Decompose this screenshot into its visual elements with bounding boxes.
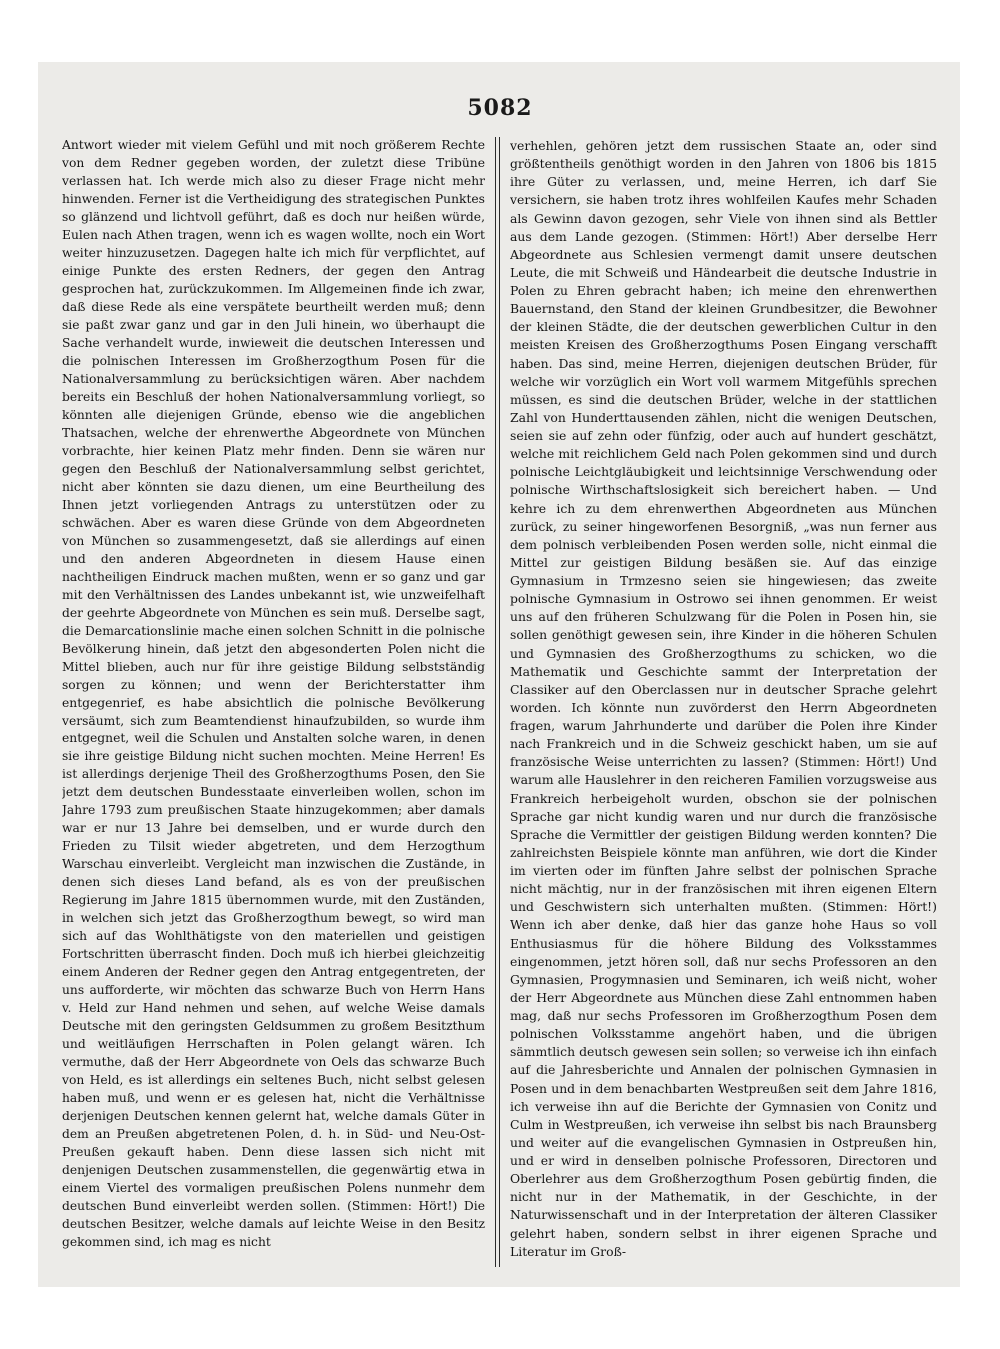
column-divider-left-rule [495,137,496,1267]
left-column-text: Antwort wieder mit vielem Gefühl und mit noch größerem Rechte von dem Redner gegeben worden, der zuletzt diese Tribüne verlassen hat. Ich werde mich also zu dieser Frage nicht mehr hinwenden. Ferner ist die Vertheidigung des strategischen Punktes so glänzend und lichtvoll geführt, daß es doch nur heißen würde, Eulen nach Athen tragen, wenn ich es wagen wollte, noch ein Wort weiter hinzuzusetzen. Dagegen halte ich mich für verpflichtet, auf einige Punkte des ersten Redners, der gegen den Antrag gesprochen hat, zurückzukommen. Im Allgemeinen finde ich zwar, daß diese Rede als eine verspätete beurtheilt werden muß; denn sie paßt zwar ganz und gar in den Juli hinein, wo überhaupt die Sache verhandelt wurde, inwieweit die deutschen Interessen und die polnischen Interessen im Großherzogthum Posen für die Nationalversammlung zu berücksichtigen wären. Aber nachdem bereits ein Beschluß der hohen Nationalversammlung vorliegt, so könnten alle diejenigen Gründe, ebenso wie die angeblichen Thatsachen, welche der ehrenwerthe Abgeordnete von München vorbrachte, hier keinen Platz mehr finden. Denn sie wären nur gegen den Beschluß der Nationalversammlung selbst gerichtet, nicht aber könnten sie dazu dienen, um eine Beurtheilung des Ihnen jetzt vorliegenden Antrags zu unterstützen oder zu schwächen. Aber es waren diese Gründe von dem Abgeordneten von München so zusammengesetzt, daß sie allerdings auf einen und den anderen Abgeordneten in diesem Hause einen nachtheiligen Eindruck machen mußten, wenn er so ganz und gar mit den Verhältnissen des Landes unbekannt ist, wie unzweifelhaft der geehrte Abgeordnete von München es sein muß. Derselbe sagt, die Demarcationslinie mache einen solchen Schnitt in die polnische Bevölkerung hinein, daß jetzt den abgesonderten Polen nicht die Mittel blieben, auch nur für ihre geistige Bildung selbstständig sorgen zu können; und wenn der Berichterstatter ihm entgegenrief, es habe absichtlich die polnische Bevölkerung versäumt, sich zum Beamtendienst hinaufzubilden, so wurde ihm entgegnet, weil die Schulen und Anstalten solche waren, in denen sie ihre geistige Bildung nicht suchen mochten. Meine Herren! Es ist allerdings derjenige Theil des Großherzogthums Posen, den Sie jetzt dem deutschen Bundesstaate einverleiben wollen, schon im Jahre 1793 zum preußischen Staate hinzugekommen; aber damals war er nur 13 Jahre bei demselben, und er wurde durch den Frieden zu Tilsit wieder abgetreten, und dem Herzogthum Warschau einverleibt. Vergleicht man inzwischen die Zustände, in denen sich dieses Land befand, als es von der preußischen Regierung im Jahre 1815 übernommen wurde, mit den Zuständen, in welchen sich jetzt das Großherzogthum bewegt, so wird man sich auf das Wohlthätigste von den materiellen und geistigen Fortschritten überrascht finden. Doch muß ich hierbei gleichzeitig einem Anderen der Redner gegen den Antrag entgegentreten, der uns aufforderte, wir möchten das schwarze Buch von Herrn Hans v. Held zur Hand nehmen und sehen, auf welche Weise damals Deutsche mit den geringsten Geldsummen zu großem Besitzthum und weitläufigen Herrschaften in Polen gelangt wären. Ich vermuthe, daß der Herr Abgeordnete von Oels das schwarze Buch von Held, es ist allerdings ein seltenes Buch, nicht selbst gelesen haben muß, und wenn er es gelesen hat, nicht die Verhältnisse derjenigen Deutschen kennen gelernt hat, welche damals Güter in dem an Preußen abgetretenen Polen, d. h. in Süd- und Neu-Ost-Preußen gekauft haben. Denn diese lassen sich nicht mit denjenigen Deutschen zusammenstellen, die gegenwärtig etwa in einem Viertel des vormaligen preußischen Polens nunmehr dem deutschen Bund einverleibt werden sollen. (Stimmen: Hört!) Die deutschen Besitzer, welche damals auf leichte Weise in den Besitz gekommen sind, ich mag es nicht [62,138,485,1250]
right-column-text: verhehlen, gehören jetzt dem russischen Staate an, oder sind größtentheils genöthigt worden in den Jahren von 1806 bis 1815 ihre Güter zu verlassen, und, meine Herren, ich darf Sie versichern, sie haben trotz ihres wohlfeilen Kaufes mehr Schaden als Gewinn davon gezogen, sehr Viele von ihnen sind als Bettler aus dem Lande gezogen. (Stimmen: Hört!) Aber derselbe Herr Abgeordnete aus Schlesien vermengt damit unsere deutschen Leute, die mit Schweiß und Händearbeit die deutsche Industrie in Polen zu Ehren gebracht haben; ich meine den ehrenwerthen Bauernstand, den Stand der kleinen Grundbesitzer, die Bewohner der kleinen Städte, die der deutschen gewerblichen Cultur in den meisten Kreisen des Großherzogthums Posen Eingang verschafft haben. Das sind, meine Herren, diejenigen deutschen Brüder, für welche wir vorzüglich ein Wort voll warmem Mitgefühls sprechen müssen, es sind die deutschen Brüder, welche in der stattlichen Zahl von Hunderttausenden zählen, nicht die wenigen Deutschen, seien sie auf zehn oder fünfzig, oder auch auf hundert geschätzt, welche mit reichlichem Geld nach Polen gekommen sind und durch polnische Leichtgläubigkeit und leichtsinnige Verschwendung oder polnische Wirthschaftslosigkeit sich bereichert haben. — Und kehre ich zu dem ehrenwerthen Abgeordneten aus München zurück, zu seiner hingeworfenen Besorgniß, „was nun ferner aus dem polnisch verbleibenden Posen werden solle, nicht einmal die Mittel zur geistigen Bildung besäßen sie. Auf das einzige Gymnasium in Trmzesno seien sie hingewiesen; das zweite polnische Gymnasium in Ostrowo sei ihnen genommen. Er weist uns auf den früheren Schulzwang für die Polen in Posen hin, sie sollen genöthigt gewesen sein, ihre Kinder in die höheren Schulen und Gymnasien des Großherzogthums zu schicken, wo die Mathematik und Geschichte sammt der Interpretation der Classiker auf den Oberclassen nur in deutscher Sprache gelehrt worden. Ich könnte nun zuvörderst den Herrn Abgeordneten fragen, warum Jahrhunderte und darüber die Polen ihre Kinder nach Frankreich und in die Schweiz geschickt haben, um sie auf französische Weise unterrichten zu lassen? (Stimmen: Hört!) Und warum alle Hauslehrer in den reicheren Familien vorzugsweise aus Frankreich herbeigeholt wurden, obschon sie der polnischen Sprache gar nicht kundig waren und nur durch die französische Sprache die Vermittler der geistigen Bildung werden konnten? Die zahlreichsten Beispiele könnte man anführen, wie dort die Kinder im vierten oder im fünften Jahre selbst der polnischen Sprache nicht mächtig, nur in der französischen mit ihren eigenen Eltern und Geschwistern sich unterhalten mußten. (Stimmen: Hört!) Wenn ich aber denke, daß hier das ganze hohe Haus so voll Enthusiasmus für die höhere Bildung des Volksstammes eingenommen, jetzt hören soll, daß nur sechs Professoren an den Gymnasien, Progymnasien und Seminaren, ich weiß nicht, woher der Herr Abgeordnete aus München diese Zahl entnommen haben mag, daß nur sechs Professoren im Großherzogthum Posen dem polnischen Volksstamme angehört haben, und die übrigen sämmtlich deutsch gewesen sein sollen; so verweise ich ihn einfach auf die Jahresberichte und Annalen der polnischen Gymnasien in Posen und in dem benachbarten Westpreußen seit dem Jahre 1816, ich verweise ihn auf die Berichte der Gymnasien von Conitz und Culm in Westpreußen, ich verweise ihn selbst bis nach Braunsberg und weiter auf die evangelischen Gymnasien in Ostpreußen hin, und er wird in denselben polnische Professoren, Directoren und Oberlehrer aus dem Großherzogthum Posen gebürtig finden, die nicht nur in der Mathematik, in der Geschichte, in der Naturwissenschaft und in der Interpretation der älteren Classiker gelehrt haben, sondern selbst in ihrer eigenen Sprache und Literatur im Groß- [510,138,937,1259]
column-divider-right-rule [499,137,500,1267]
page-number: 5082 [467,95,533,121]
left-column [62,137,485,1267]
right-column [510,137,937,1267]
